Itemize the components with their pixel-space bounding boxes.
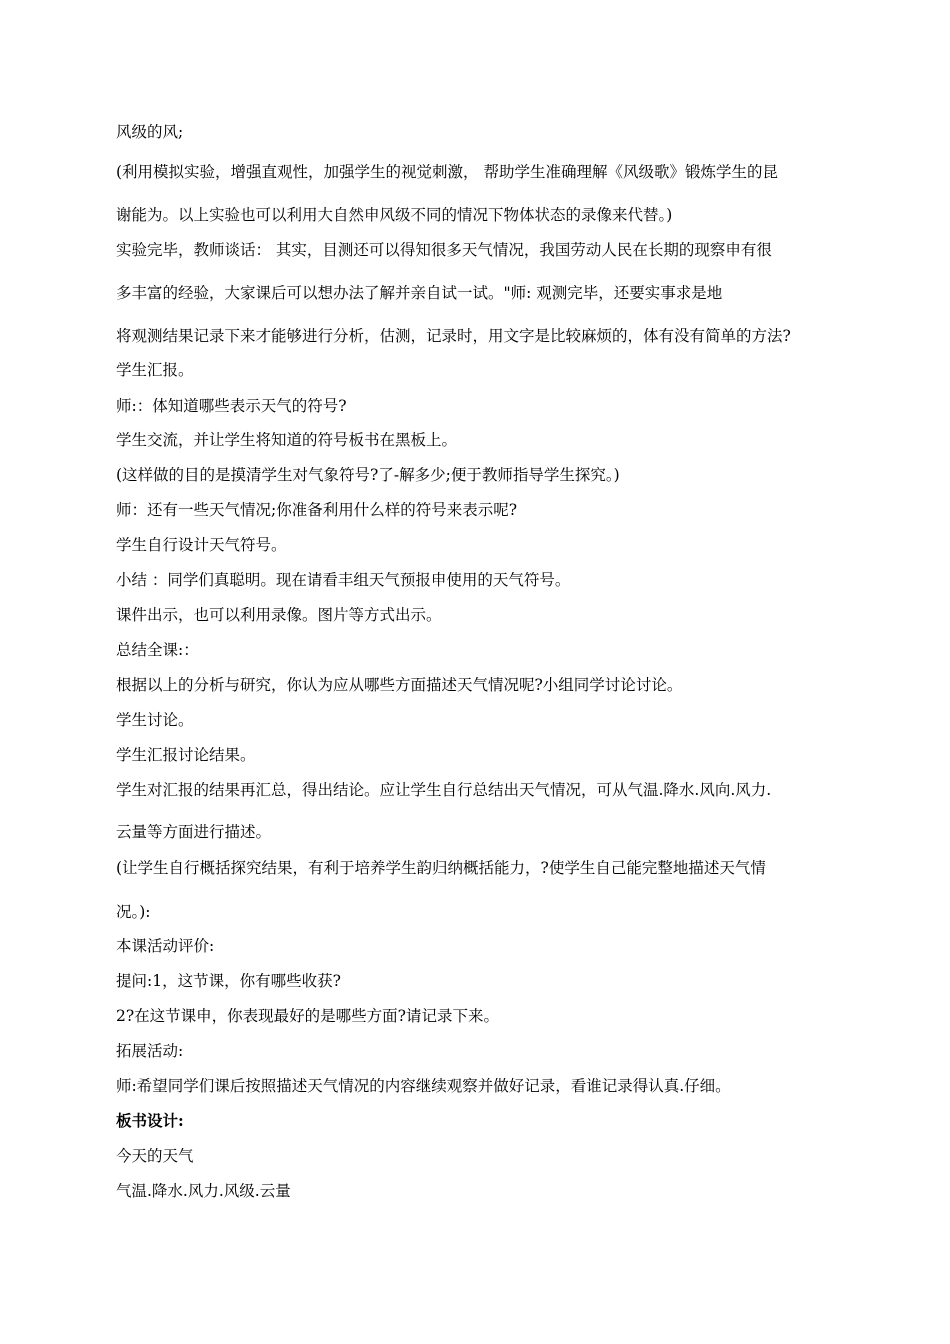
text-line: 将观测结果记录下来才能够进行分析，估测，记录时，用文字是比较麻烦的，体有没有简单的方法? bbox=[116, 327, 791, 345]
text-line: 本课活动评价: bbox=[116, 937, 215, 955]
text-line: 小结 ：同学们真聪明。现在请看丰组天气预报申使用的天气符号。 bbox=[116, 571, 571, 589]
section-heading: 板书设计: bbox=[116, 1111, 184, 1130]
text-line: 今天的天气 bbox=[116, 1147, 194, 1165]
text-line: 学生交流，并让学生将知道的符号板书在黑板上。 bbox=[116, 431, 458, 449]
text-line: (这样做的目的是摸清学生对气象符号?了-解多少;便于教师指导学生探究。) bbox=[116, 466, 620, 484]
text-line: (让学生自行概括探究结果，有利于培养学生韵归纳概括能力，?使学生自己能完整地描述天气情 bbox=[116, 859, 766, 877]
text-line: 师:希望同学们课后按照描述天气情况的内容继续观察并做好记录，看谁记录得认真.仔细。 bbox=[116, 1077, 731, 1095]
text-line: 况。): bbox=[116, 903, 151, 921]
text-line: 风级的风; bbox=[116, 123, 184, 141]
text-line: 师：还有一些天气情况;你准备利用什么样的符号来表示呢? bbox=[116, 501, 518, 519]
text-line: 学生讨论。 bbox=[116, 711, 194, 729]
text-line: 课件出示，也可以利用录像。图片等方式出示。 bbox=[116, 606, 442, 624]
text-line: 学生对汇报的结果再汇总，得出结论。应让学生自行总结出天气情况，可从气温.降水.风向.风力. bbox=[116, 781, 772, 799]
text-line: 多丰富的经验，大家课后可以想办法了解并亲自试一试。"师: 观测完毕，还要实事求是地 bbox=[116, 284, 723, 302]
text-line: 拓展活动: bbox=[116, 1042, 184, 1060]
text-line: 学生汇报讨论结果。 bbox=[116, 746, 256, 764]
text-line: 学生自行设计天气符号。 bbox=[116, 536, 287, 554]
text-line: (利用模拟实验，增强直观性，加强学生的视觉刺激， 帮助学生准确理解《风级歌》锻炼学生的昆 bbox=[116, 163, 778, 181]
text-line: 总结全课:： bbox=[116, 641, 199, 659]
text-line: 学生汇报。 bbox=[116, 361, 194, 379]
text-line: 2?在这节课申，你表现最好的是哪些方面?请记录下来。 bbox=[116, 1007, 499, 1025]
text-line: 云量等方面进行描述。 bbox=[116, 823, 272, 841]
text-line: 师:：体知道哪些表示天气的符号? bbox=[116, 397, 347, 415]
text-line: 提问:1，这节课，你有哪些收获? bbox=[116, 972, 341, 990]
text-line: 谢能为。以上实验也可以利用大自然申风级不同的情况下物体状态的录像来代替。) bbox=[116, 206, 673, 224]
text-line: 根据以上的分析与研究，你认为应从哪些方面描述天气情况呢?小组同学讨论讨论。 bbox=[116, 676, 683, 694]
text-line: 实验完毕，教师谈话： 其实，目测还可以得知很多天气情况，我国劳动人民在长期的现察申有很 bbox=[116, 241, 772, 259]
text-line: 气温.降水.风力.风级.云量 bbox=[116, 1182, 291, 1200]
